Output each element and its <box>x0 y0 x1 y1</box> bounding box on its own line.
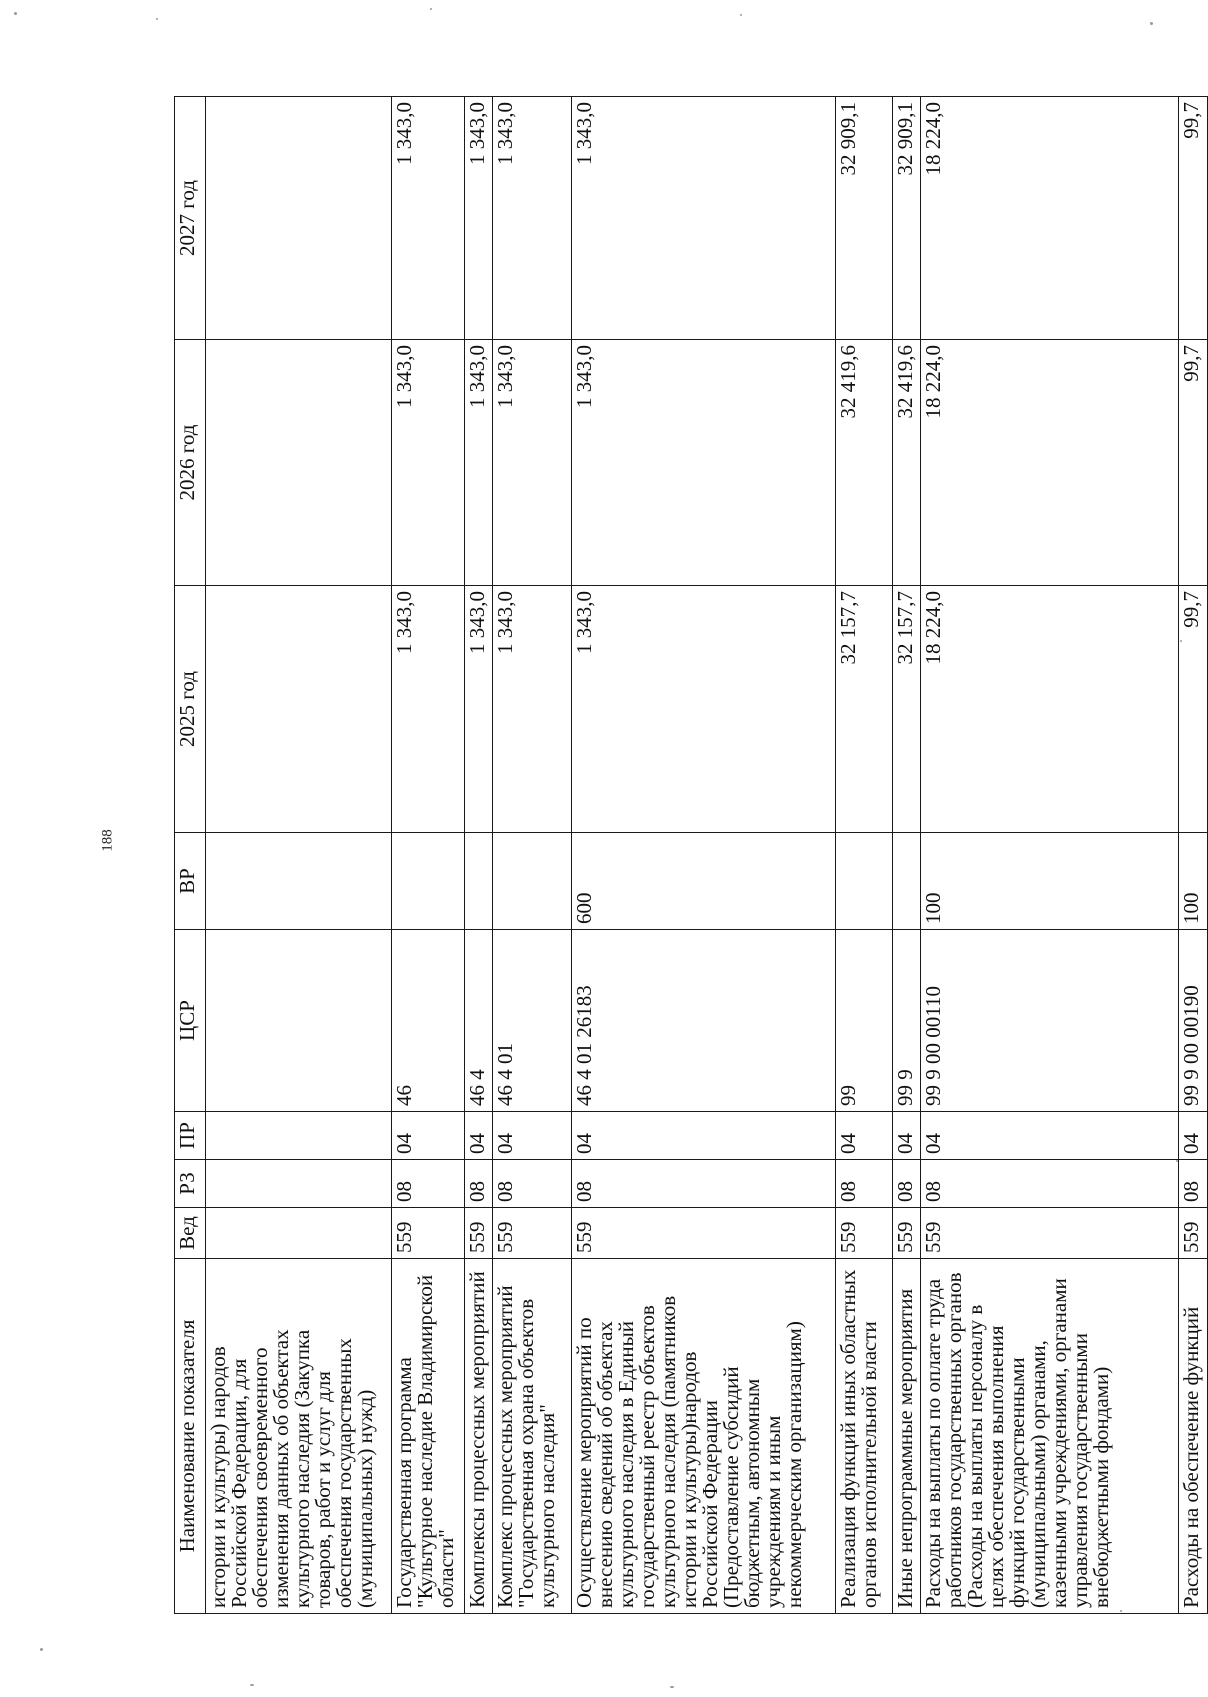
scan-speck <box>740 14 742 16</box>
row-2027: 1 343,0 <box>464 97 492 340</box>
row-2026: 1 343,0 <box>492 340 571 586</box>
row-2026: 1 343,0 <box>464 340 492 586</box>
scan-speck <box>430 8 432 10</box>
table-header-row <box>175 97 206 1614</box>
row-2026: 1 343,0 <box>391 340 464 586</box>
row-ved: 559 <box>572 1208 836 1259</box>
row-csr: 46 4 01 <box>492 930 571 1112</box>
row-2025: 1 343,0 <box>492 586 571 833</box>
table-row <box>1178 97 1207 1614</box>
row-2025: 32 157,7 <box>836 586 893 833</box>
row-rz: 08 <box>921 1160 1179 1208</box>
row-2027: 1 343,0 <box>391 97 464 340</box>
row-2027: 1 343,0 <box>572 97 836 340</box>
header-pr: ПР <box>175 1112 206 1160</box>
row-rz: 08 <box>1178 1160 1207 1208</box>
row-ved: 559 <box>1178 1208 1207 1259</box>
row-name: Комплексы процессных мероприятий <box>464 1259 492 1614</box>
row-name: Реализация функций иных областных органов исполнительной власти <box>836 1259 893 1614</box>
header-ved: Вед <box>175 1208 206 1259</box>
header-csr: ЦСР <box>175 930 206 1112</box>
row-name: Осуществление мероприятий по внесению сведений об объектах культурного наследия в Единый государственный реестр объектов культурного наследия (памятников истории и культуры)народов Российской Федерации (Предоставление субсидий бюджетным, автономным учреждениям и иным некоммерческим организациям) <box>572 1259 836 1614</box>
row-rz: 08 <box>836 1160 893 1208</box>
row-pr: 04 <box>1178 1112 1207 1160</box>
scan-speck <box>1150 22 1153 25</box>
scan-speck <box>156 18 158 20</box>
row-pr: 04 <box>492 1112 571 1160</box>
row-2026: 99,7 <box>1178 340 1207 586</box>
row-2025: 32 157,7 <box>893 586 921 833</box>
scan-speck <box>670 1686 674 1688</box>
row-csr: 99 <box>836 930 893 1112</box>
header-2026: 2026 год <box>175 340 206 586</box>
row-2026: 1 343,0 <box>572 340 836 586</box>
page-number: 188 <box>99 829 116 852</box>
table-row <box>572 97 836 1614</box>
row-2027: 18 224,0 <box>921 97 1179 340</box>
row-2027: 32 909,1 <box>893 97 921 340</box>
rotated-table-frame <box>174 97 1208 1614</box>
header-rz: РЗ <box>175 1160 206 1208</box>
row-vr <box>836 833 893 930</box>
table-row <box>492 97 571 1614</box>
row-rz: 08 <box>464 1160 492 1208</box>
scan-speck <box>14 12 17 15</box>
row-ved: 559 <box>492 1208 571 1259</box>
row-rz: 08 <box>893 1160 921 1208</box>
row-pr: 04 <box>572 1112 836 1160</box>
row-2025: 18 224,0 <box>921 586 1179 833</box>
row-ved: 559 <box>391 1208 464 1259</box>
table-row <box>206 97 392 1614</box>
row-2027: 32 909,1 <box>836 97 893 340</box>
row-name: Расходы на выплаты по оплате труда работников государственных органов (Расходы на выплаты персоналу в целях обеспечения выполнения функций государственными (муниципальными) органами, казенными учреждениями, органами управления государственными внебюджетными фондами) <box>921 1259 1179 1614</box>
row-vr: 600 <box>572 833 836 930</box>
row-rz: 08 <box>391 1160 464 1208</box>
table-row <box>893 97 921 1614</box>
row-ved: 559 <box>893 1208 921 1259</box>
row-2027 <box>206 97 392 340</box>
row-ved: 559 <box>921 1208 1179 1259</box>
row-name: Иные непрограммные мероприятия <box>893 1259 921 1614</box>
row-vr <box>206 833 392 930</box>
row-csr: 99 9 00 00190 <box>1178 930 1207 1112</box>
row-ved: 559 <box>836 1208 893 1259</box>
row-2027: 99,7 <box>1178 97 1207 340</box>
row-csr: 46 4 <box>464 930 492 1112</box>
row-2026: 18 224,0 <box>921 340 1179 586</box>
row-ved: 559 <box>464 1208 492 1259</box>
row-pr <box>206 1112 392 1160</box>
row-2026: 32 419,6 <box>893 340 921 586</box>
scan-speck <box>250 1684 254 1686</box>
header-name: Наименование показателя <box>175 1259 206 1614</box>
row-name: Расходы на обеспечение функций <box>1178 1259 1207 1614</box>
budget-table <box>174 96 1208 1614</box>
row-pr: 04 <box>464 1112 492 1160</box>
row-pr: 04 <box>391 1112 464 1160</box>
table-row <box>836 97 893 1614</box>
row-rz: 08 <box>492 1160 571 1208</box>
row-vr: 100 <box>921 833 1179 930</box>
row-csr: 99 9 00 00110 <box>921 930 1179 1112</box>
row-2025 <box>206 586 392 833</box>
row-name: Комплекс процессных мероприятий "Государственная охрана объектов культурного наследия" <box>492 1259 571 1614</box>
row-vr <box>391 833 464 930</box>
row-pr: 04 <box>893 1112 921 1160</box>
row-2025: 99,7 <box>1178 586 1207 833</box>
row-2025: 1 343,0 <box>391 586 464 833</box>
row-csr: 99 9 <box>893 930 921 1112</box>
header-vr: ВР <box>175 833 206 930</box>
table-row <box>391 97 464 1614</box>
row-name: истории и культуры) народов Российской Федерации, для обеспечения своевременного изменения данных об объектах культурного наследия (Закупка товаров, работ и услуг для обеспечения государственных (муниципальных) нужд) <box>206 1259 392 1614</box>
row-vr: 100 <box>1178 833 1207 930</box>
row-csr: 46 4 01 26183 <box>572 930 836 1112</box>
header-2027: 2027 год <box>175 97 206 340</box>
row-pr: 04 <box>921 1112 1179 1160</box>
row-vr <box>893 833 921 930</box>
row-2027: 1 343,0 <box>492 97 571 340</box>
row-name: Государственная программа "Культурное наследие Владимирской области" <box>391 1259 464 1614</box>
header-2025: 2025 год <box>175 586 206 833</box>
table-row <box>921 97 1179 1614</box>
row-ved <box>206 1208 392 1259</box>
row-2025: 1 343,0 <box>572 586 836 833</box>
row-csr: 46 <box>391 930 464 1112</box>
scan-speck <box>40 1648 43 1651</box>
row-2026: 32 419,6 <box>836 340 893 586</box>
row-2025: 1 343,0 <box>464 586 492 833</box>
row-2026 <box>206 340 392 586</box>
row-rz <box>206 1160 392 1208</box>
row-rz: 08 <box>572 1160 836 1208</box>
row-pr: 04 <box>836 1112 893 1160</box>
row-vr <box>492 833 571 930</box>
row-vr <box>464 833 492 930</box>
table-row <box>464 97 492 1614</box>
row-csr <box>206 930 392 1112</box>
